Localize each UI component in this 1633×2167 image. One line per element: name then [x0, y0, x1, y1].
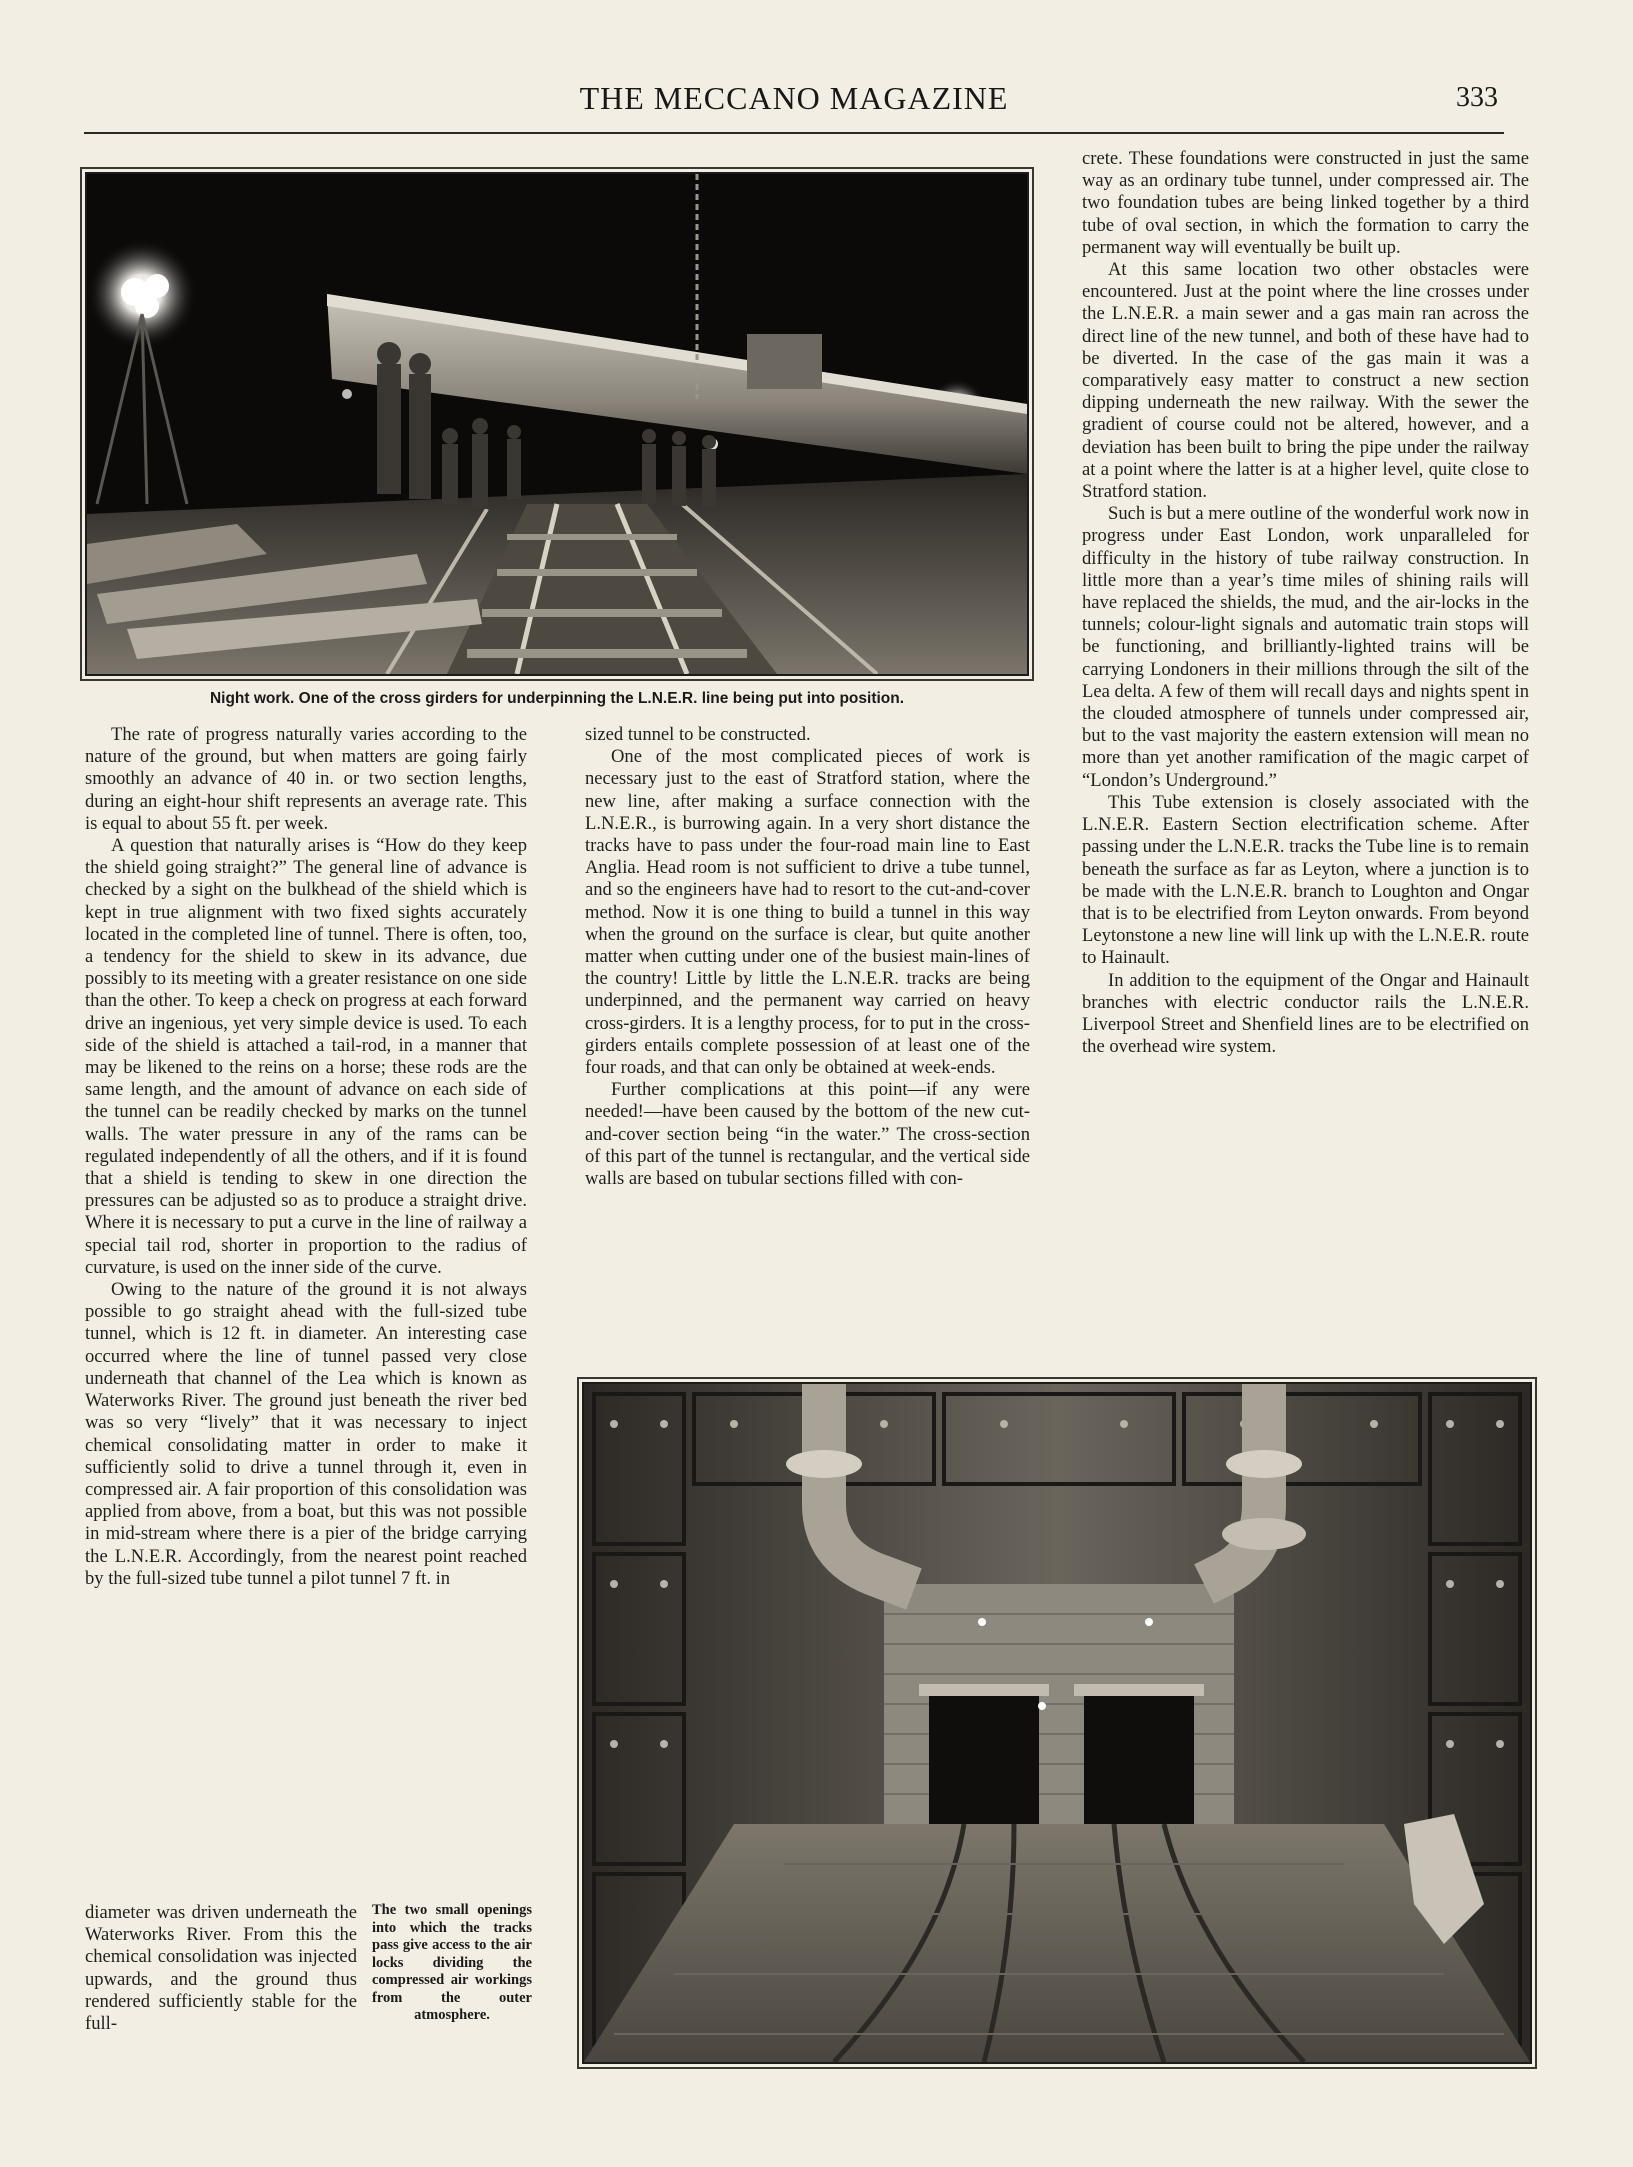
paragraph-further-complications: Further complications at this point—if any were needed!—have been caused by the bottom of the new cut-and-cover section being “in the water.” The cross-section of this part of the tunnel is rectangular, and the vertical side walls are based on tubular sections filled with con- — [585, 1079, 1030, 1190]
paragraph-sized-tunnel: sized tunnel to be constructed. — [585, 724, 811, 745]
column-middle — [585, 724, 1030, 1190]
paragraph-foundations: crete. These foundations were constructed in just the same way as an ordinary tube tunnel, under compressed air. The two foundation tubes are being linked together by a third tube of oval section, in which the formation to carry the permanent way will eventually be built up. — [1082, 148, 1529, 258]
column-right — [1082, 148, 1529, 1058]
column-left-continuation — [85, 1902, 357, 2035]
tunnel-interior-illustration — [584, 1384, 1530, 2062]
page-number: 333 — [1456, 82, 1498, 113]
paragraph-electrification: This Tube extension is closely associated with the L.N.E.R. Eastern Section electrification scheme. After passing under the L.N.E.R. tracks the Tube line is to remain beneath the surface as far as Leyton, where a junction is to be made with the L.N.E.R. branch to Loughton and Ongar that is to be electrified from Leyton onwards. From beyond Leytonstone a new line will link up with the L.N.E.R. route to Hainault. — [1082, 791, 1529, 969]
paragraph-obstacles: At this same location two other obstacles were encountered. Just at the point where the line crosses under the L.N.E.R. a main sewer and a gas main ran across the direct line of the new tunnel, and both of these have had to be diverted. In the case of the gas main it was a comparatively easy matter to construct a new section dipping underneath the new railway. With the sewer the gradient of course could not be altered, however, and a deviation has been built to bring the pipe under the railway at a point where the latter is at a higher level, quite close to Stratford station. — [1082, 259, 1529, 503]
paragraph-equipment: In addition to the equipment of the Ongar and Hainault branches with electric conductor rails the L.N.E.R. Liverpool Street and Shenfield lines are to be electrified on the overhead wire system. — [1082, 969, 1529, 1058]
bottom-photo-caption: The two small openings into which the tracks pass give access to the air locks dividing the compressed air workings from the outer atmosphere. — [372, 1902, 532, 2023]
night-work-photo — [85, 172, 1029, 676]
paragraph-outline: Such is but a mere outline of the wonderful work now in progress under East London, work unparalleled for difficulty in the history of tube railway construction. In little more than a year’s time miles of shining rails will have replaced the shields, the mud, and the air-locks in the tunnels; colour-light signals and automatic train stops will be functioning, and brilliantly-lighted trains will be carrying Londoners in their millions through the silt of the Lea delta. A few of them will recall days and nights spent in the clouded atmosphere of tunnels under compressed air, but to the vast majority the eastern extension will mean no more than yet another ramification of the magic carpet of “London’s Underground.” — [1082, 503, 1529, 791]
page-header — [84, 72, 1504, 134]
column-left — [85, 724, 527, 1590]
paragraph-stratford-work: One of the most complicated pieces of work is necessary just to the east of Stratford station, where the new line, after making a surface connection with the L.N.E.R., is burrowing again. In a very short distance the tracks have to pass under the four-road main line to East Anglia. Head room is not sufficient to drive a tube tunnel, and so the engineers have had to resort to the cut-and-cover method. Now it is one thing to build a tunnel in this way when the ground on the surface is clear, but quite another matter when cutting under one of the busiest main-lines of the country! Little by little the L.N.E.R. tracks are being underpinned, and the permanent way carried on heavy cross-girders. It is a lengthy process, for to put in the cross-girders entails complete possession of at least one of the four roads, and that can only be obtained at week-ends. — [585, 746, 1030, 1079]
magazine-title: THE MECCANO MAGAZINE — [579, 80, 1009, 116]
paragraph-pilot-tunnel: diameter was driven underneath the Waterworks River. From this the chemical consolidation was injected upwards, and the ground thus rendered sufficiently stable for the full- — [85, 1902, 357, 2035]
paragraph-shield-straight: A question that naturally arises is “How do they keep the shield going straight?” The general line of advance is checked by a sight on the bulkhead of the shield which is kept in true alignment with two fixed sights accurately located in the completed line of tunnel. There is often, too, a tendency for the shield to skew in its advance, due possibly to its meeting with a greater resistance on one side than the other. To keep a check on progress at each forward drive an ingenious, yet very simple device is used. To each side of the shield is attached a tail-rod, in a manner that may be likened to the reins on a horse; these rods are the same length, and the amount of advance on each side of the tunnel can be readily checked by marks on the tunnel walls. The water pressure in any of the rams can be regulated independently of all the others, and if it is found that a shield is tending to skew in one direction the pressures can be adjusted so as to produce a straight drive. Where it is necessary to put a curve in the line of railway a special tail rod, shorter in proportion to the radius of curvature, is used on the inner side of the curve. — [85, 835, 528, 1278]
paragraph-progress-rate: The rate of progress naturally varies according to the nature of the ground, but when matters are going fairly smoothly an advance of 40 in. or two section lengths, during an eight-hour shift represents an average rate. This is equal to about 55 ft. per week. — [85, 724, 527, 834]
paragraph-waterworks-river: Owing to the nature of the ground it is not always possible to go straight ahead with the full-sized tube tunnel, which is 12 ft. in diameter. An interesting case occurred where the line of tunnel passed very close underneath that channel of the Lea which is known as Waterworks River. The ground just beneath the river bed was so very “lively” that it was necessary to inject chemical consolidating matter in order to make it sufficiently solid to drive a tunnel through it, even in compressed air. A fair proportion of this consolidation was applied from above, from a boat, but this was not possible in mid-stream where there is a pier of the bridge carrying the L.N.E.R. Accordingly, from the nearest point reached by the full-sized tube tunnel a pilot tunnel 7 ft. in — [85, 1279, 527, 1589]
night-work-illustration — [87, 174, 1027, 674]
top-photo-caption: Night work. One of the cross girders for underpinning the L.N.E.R. line being put into position. — [209, 690, 905, 707]
tunnel-airlock-photo — [582, 1382, 1532, 2064]
